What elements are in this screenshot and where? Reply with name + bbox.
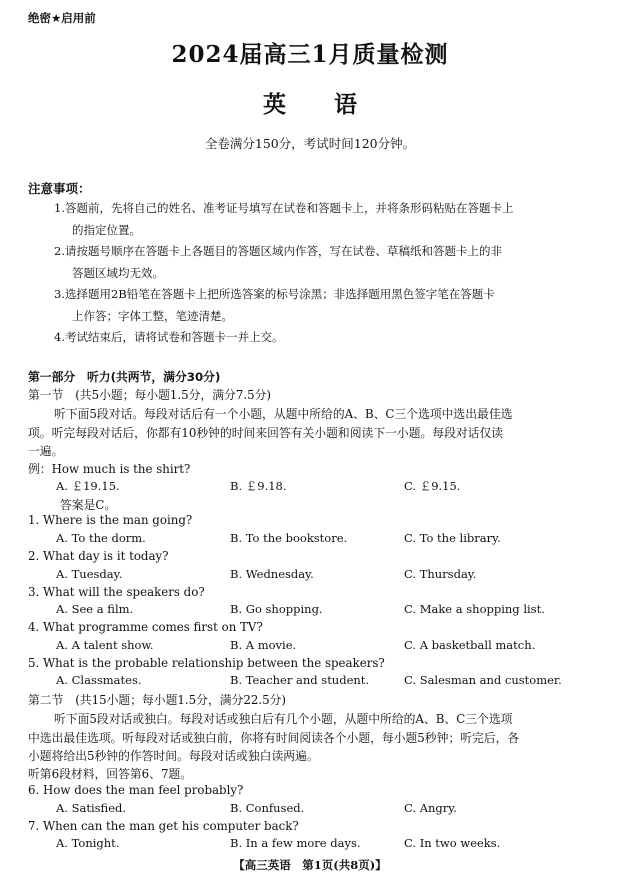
section1-heading: 第一节 (共5小题；每小题1.5分，满分7.5分) — [28, 388, 271, 402]
material-note: 听第6段材料，回答第6、7题。 — [28, 767, 193, 781]
subject-char-1: 英 — [263, 92, 286, 118]
section1-instruction: 一遍。 — [28, 444, 64, 458]
example-option-b: B. ￡9.18. — [230, 479, 287, 493]
option-a: A. Tonight. — [56, 836, 120, 850]
question: 3. What will the speakers do? — [28, 585, 205, 599]
example-option-a: A. ￡19.15. — [56, 479, 120, 493]
option-a: A. A talent show. — [56, 638, 154, 652]
question: 6. How does the man feel probably? — [28, 783, 244, 797]
question: 5. What is the probable relationship between the speakers? — [28, 656, 385, 670]
note-line: 答题区域均无效。 — [72, 266, 164, 280]
question: 1. Where is the man going? — [28, 513, 193, 527]
note-line: 3.选择题用2B铅笔在答题卡上把所选答案的标号涂黑；非选择题用黑色签字笔在答题卡 — [54, 287, 495, 301]
option-b: B. Confused. — [230, 801, 305, 815]
section2-instruction: 听下面5段对话或独白。每段对话或独白后有几个小题，从题中所给的A、B、C三个选项 — [54, 712, 513, 726]
option-c: C. Salesman and customer. — [404, 673, 562, 687]
option-c: C. To the library. — [404, 531, 501, 545]
option-a: A. Satisfied. — [56, 801, 127, 815]
note-line: 2.请按题号顺序在答题卡上各题目的答题区域内作答，写在试卷、草稿纸和答题卡上的非 — [54, 244, 502, 258]
option-a: A. Tuesday. — [56, 567, 123, 581]
option-b: B. To the bookstore. — [230, 531, 348, 545]
score-time: 全卷满分150分，考试时间120分钟。 — [204, 136, 416, 151]
section2-instruction: 中选出最佳选项。听每段对话或独白前，你将有时间阅读各个小题，每小题5秒钟；听完后，各 — [28, 731, 520, 745]
question: 4. What programme comes first on TV? — [28, 620, 263, 634]
question: 7. When can the man get his computer back? — [28, 819, 299, 833]
option-c: C. A basketball match. — [404, 638, 536, 652]
option-b: B. A movie. — [230, 638, 297, 652]
notes-title: 注意事项： — [28, 181, 91, 196]
example-option-c: C. ￡9.15. — [404, 479, 461, 493]
section1-instruction: 听下面5段对话。每段对话后有一个小题，从题中所给的A、B、C三个选项中选出最佳选 — [54, 407, 513, 421]
section2-heading: 第二节 (共15小题；每小题1.5分，满分22.5分) — [28, 693, 286, 707]
option-a: A. See a film. — [56, 602, 134, 616]
note-line: 1.答题前，先将自己的姓名、准考证号填写在试卷和答题卡上，并将条形码粘贴在答题卡上 — [54, 201, 514, 215]
subject-char-2: 语 — [334, 92, 357, 118]
option-c: C. Thursday. — [404, 567, 477, 581]
note-line: 4.考试结束后，请将试卷和答题卡一并上交。 — [54, 330, 284, 344]
section1-instruction: 项。听完每段对话后，你都有10秒钟的时间来回答有关小题和阅读下一小题。每段对话仅读 — [28, 426, 504, 440]
subject-title — [0, 86, 620, 119]
section2-instruction: 小题将给出5秒钟的作答时间。每段对话或独白读两遍。 — [28, 749, 319, 763]
part1-heading: 第一部分 听力(共两节，满分30分) — [28, 370, 221, 384]
option-c: C. In two weeks. — [404, 836, 501, 850]
option-b: B. Wednesday. — [230, 567, 314, 581]
option-c: C. Make a shopping list. — [404, 602, 545, 616]
option-c: C. Angry. — [404, 801, 457, 815]
example-answer: 答案是C。 — [60, 498, 117, 512]
note-line: 上作答；字体工整，笔迹清楚。 — [72, 309, 233, 323]
option-a: A. Classmates. — [56, 673, 142, 687]
option-b: B. Teacher and student. — [230, 673, 370, 687]
exam-title: 2024届高三1月质量检测 — [171, 41, 449, 68]
note-line: 的指定位置。 — [72, 223, 141, 237]
page-footer: 【高三英语 第1页(共8页)】 — [233, 858, 387, 872]
option-b: B. Go shopping. — [230, 602, 323, 616]
option-b: B. In a few more days. — [230, 836, 361, 850]
secret-label: 绝密★启用前 — [28, 11, 96, 25]
example-question: 例：How much is the shirt? — [28, 462, 191, 476]
option-a: A. To the dorm. — [56, 531, 146, 545]
question: 2. What day is it today? — [28, 549, 169, 563]
